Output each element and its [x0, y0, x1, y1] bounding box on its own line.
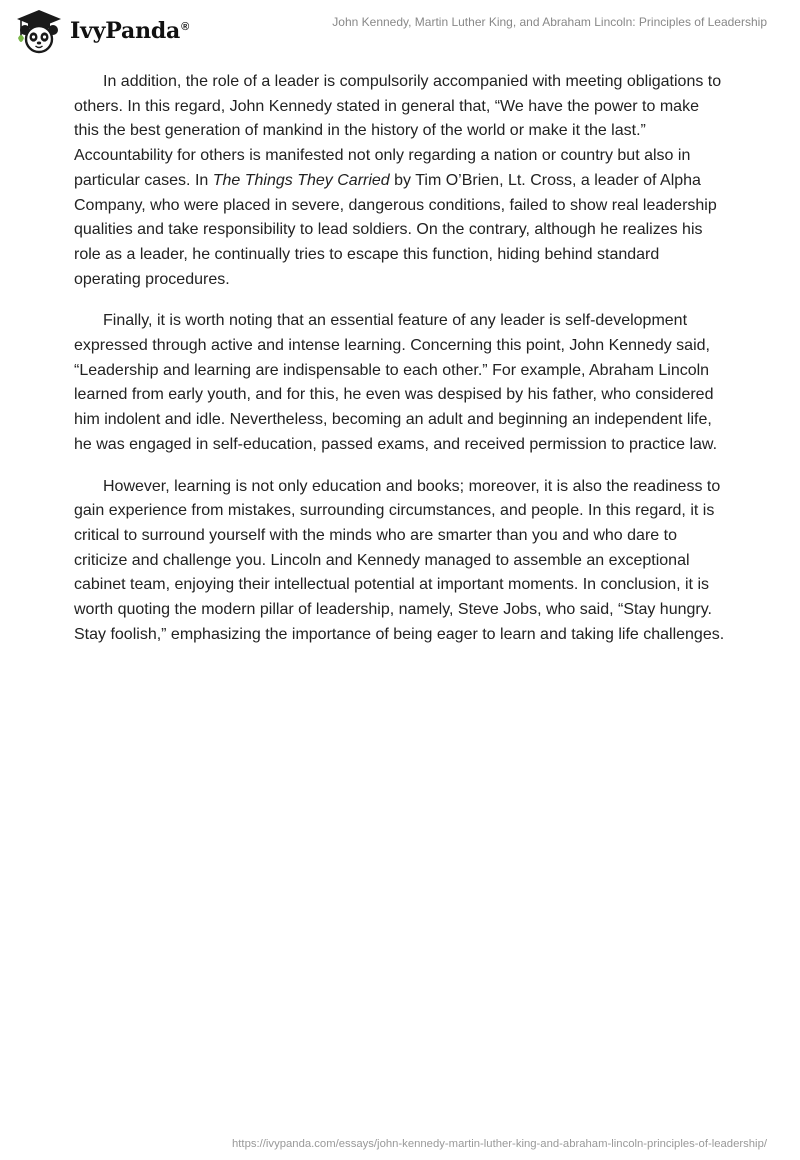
page-header: [0, 0, 800, 60]
essay-body: [74, 70, 726, 664]
ivypanda-logo[interactable]: [14, 8, 189, 54]
paragraph: Finally, it is worth noting that an essential feature of any leader is self-development expressed through active and intense learning. Concerning this point, John Kennedy said, “Leadership and learning are indispensable to each other.” For example, Abraham Lincoln learned from early youth, and for this, he even was despised by his father, who considered him indolent and idle. Nevertheless, becoming an adult and beginning an independent life, he was engaged in self-education, passed exams, and received permission to practice law.: [74, 312, 718, 453]
source-url-link[interactable]: https://ivypanda.com/essays/john-kennedy-martin-luther-king-and-abraham-lincoln-principles-of-leadership/: [232, 1138, 767, 1150]
paragraph: In addition, the role of a leader is compulsorily accompanied with meeting obligations to others. In this regard, John Kennedy stated in general that, “We have the power to make this the best generation of mankind in the history of the world or make it the last.” Accountability for others is manifested not only regarding a nation or country but also in particular cases. In The Things They Carried by Tim O’Brien, Lt. Cross, a leader of Alpha Company, who were placed in severe, dangerous conditions, failed to show real leadership qualities and take responsibility to lead soldiers. On the contrary, although he realizes his role as a leader, he continually tries to escape this function, hiding behind standard operating procedures.: [74, 73, 722, 288]
brand-name: IvyPanda®: [70, 18, 190, 44]
paragraph: However, learning is not only education and books; moreover, it is also the readiness to gain experience from mistakes, surrounding circumstances, and people. In this regard, it is critical to surround yourself with the minds who are smarter than you and who dare to criticize and challenge you. Lincoln and Kennedy managed to assemble an exceptional cabinet team, enjoying their intellectual potential at important moments. In conclusion, it is worth quoting the modern pillar of leadership, namely, Steve Jobs, who said, “Stay hungry. Stay foolish,” emphasizing the importance of being eager to learn and taking life challenges.: [74, 477, 725, 643]
book-title: The Things They Carried: [212, 171, 390, 189]
panda-graduate-icon: [14, 8, 64, 54]
running-title: John Kennedy, Martin Luther King, and Abraham Lincoln: Principles of Leadership: [332, 15, 767, 29]
